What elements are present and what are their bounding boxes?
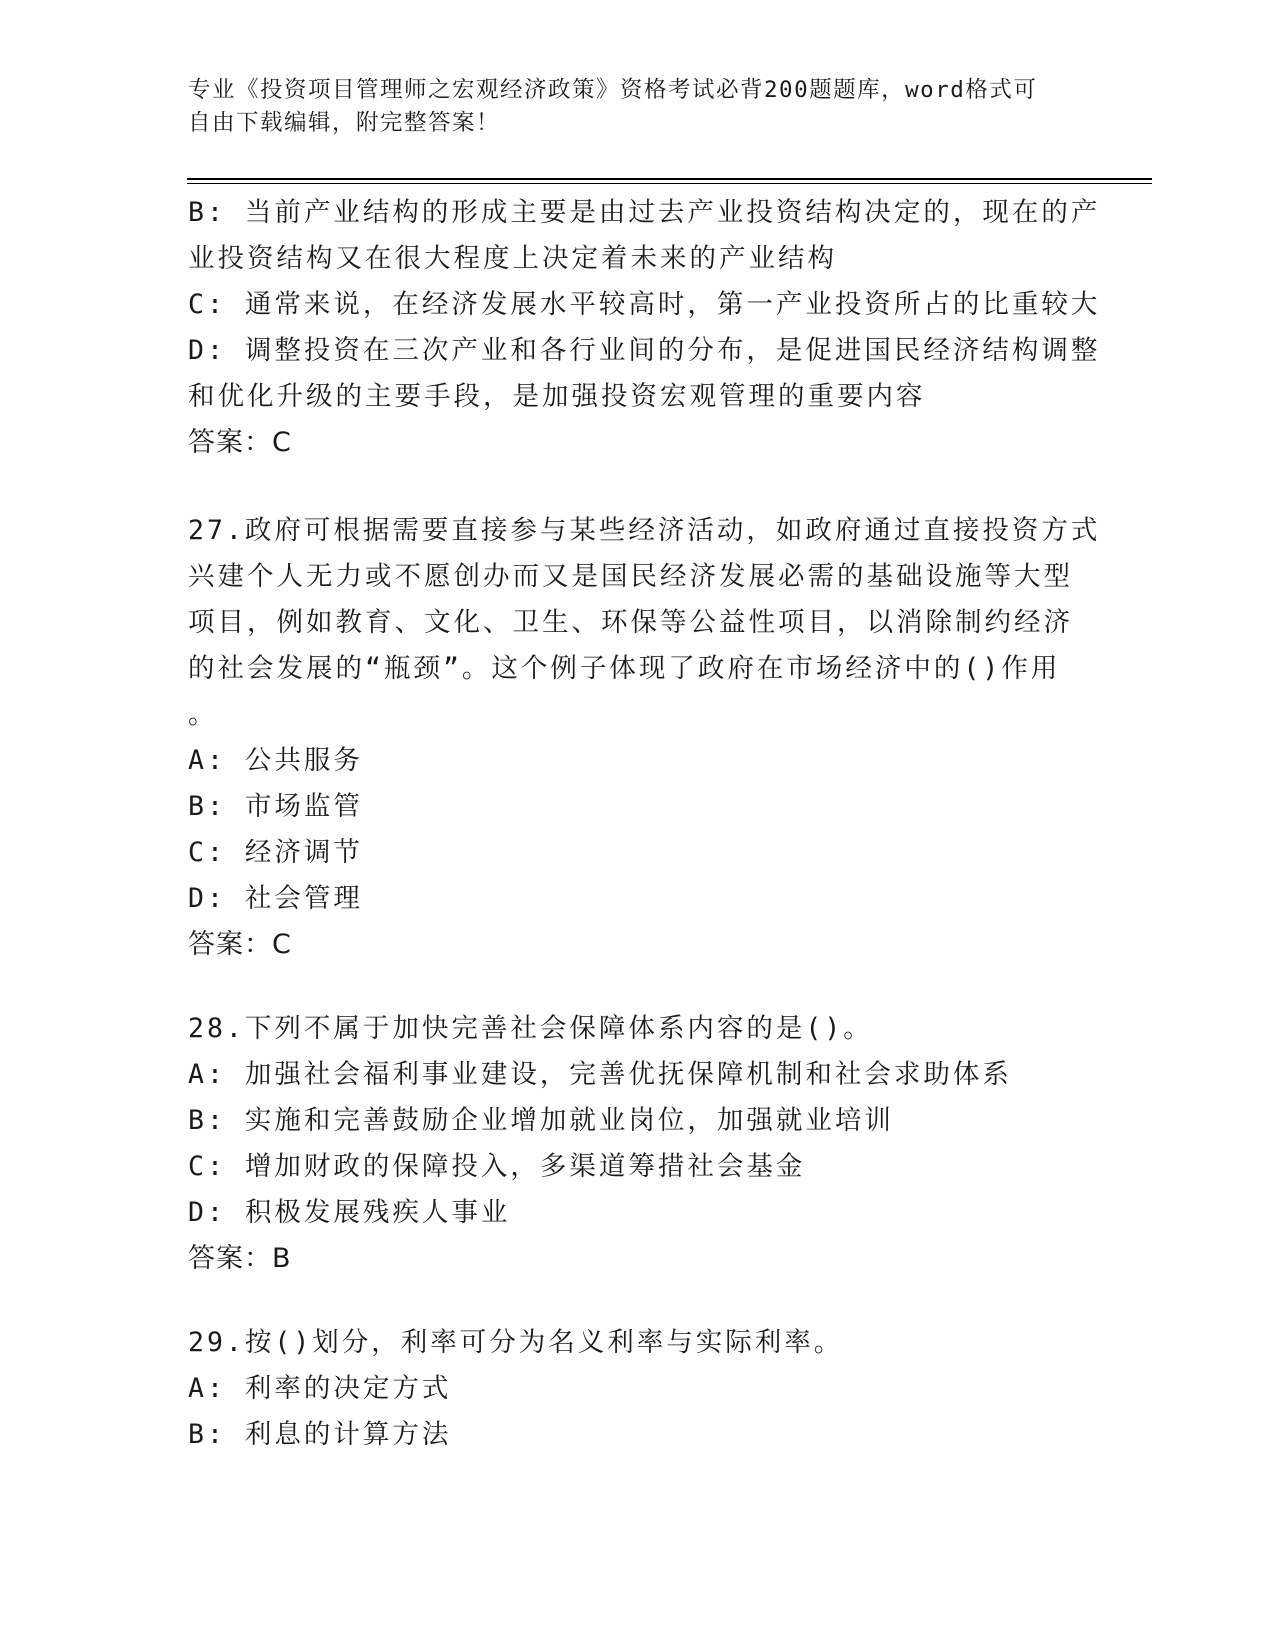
option-a: A: 加强社会福利事业建设，完善优抚保障机制和社会求助体系 [188,1059,1012,1090]
question-text-line-4: 的社会发展的“瓶颈”。这个例子体现了政府在市场经济中的()作用 [188,653,1061,684]
option-b-line-2: 业投资结构又在很大程度上决定着未来的产业结构 [188,243,837,274]
option-c: C: 增加财政的保障投入，多渠道筹措社会基金 [188,1151,806,1182]
question-text: 28.下列不属于加快完善社会保障体系内容的是()。 [188,1013,873,1044]
header-line-2: 自由下载编辑，附完整答案！ [188,110,501,136]
option-d: D: 积极发展残疾人事业 [188,1197,511,1228]
option-b: B: 实施和完善鼓励企业增加就业岗位，加强就业培训 [188,1105,894,1136]
document-header [188,74,1068,140]
question-26-tail [188,190,1101,466]
question-text: 29.按()划分，利率可分为名义利率与实际利率。 [188,1327,844,1358]
question-text-line-1: 27.政府可根据需要直接参与某些经济活动，如政府通过直接投资方式 [188,515,1101,546]
question-28 [188,1006,1088,1282]
option-d: D: 社会管理 [188,883,363,914]
question-text-line-5: 。 [188,699,218,730]
option-a: A: 利率的决定方式 [188,1373,452,1404]
option-b-line-1: B: 当前产业结构的形成主要是由过去产业投资结构决定的，现在的产 [188,197,1101,228]
answer: 答案：C [188,427,292,458]
answer: 答案：B [188,1243,292,1274]
option-c: C: 经济调节 [188,837,363,868]
answer: 答案：C [188,929,292,960]
option-d-line-2: 和优化升级的主要手段，是加强投资宏观管理的重要内容 [188,381,926,412]
option-b: B: 利息的计算方法 [188,1419,452,1450]
option-d-line-1: D: 调整投资在三次产业和各行业间的分布，是促进国民经济结构调整 [188,335,1101,366]
option-c: C: 通常来说，在经济发展水平较高时，第一产业投资所占的比重较大 [188,289,1101,320]
option-a: A: 公共服务 [188,745,363,776]
document-body [188,190,1101,1458]
question-text-line-2: 兴建个人无力或不愿创办而又是国民经济发展必需的基础设施等大型 [188,561,1073,592]
question-29 [188,1320,1088,1458]
header-rule-thin [187,183,1152,184]
header-rule-thick [187,178,1152,180]
question-27 [188,508,1101,968]
option-b: B: 市场监管 [188,791,363,822]
question-text-line-3: 项目，例如教育、文化、卫生、环保等公益性项目，以消除制约经济 [188,607,1073,638]
header-line-1: 专业《投资项目管理师之宏观经济政策》资格考试必背200题题库，word格式可 [188,77,1038,103]
